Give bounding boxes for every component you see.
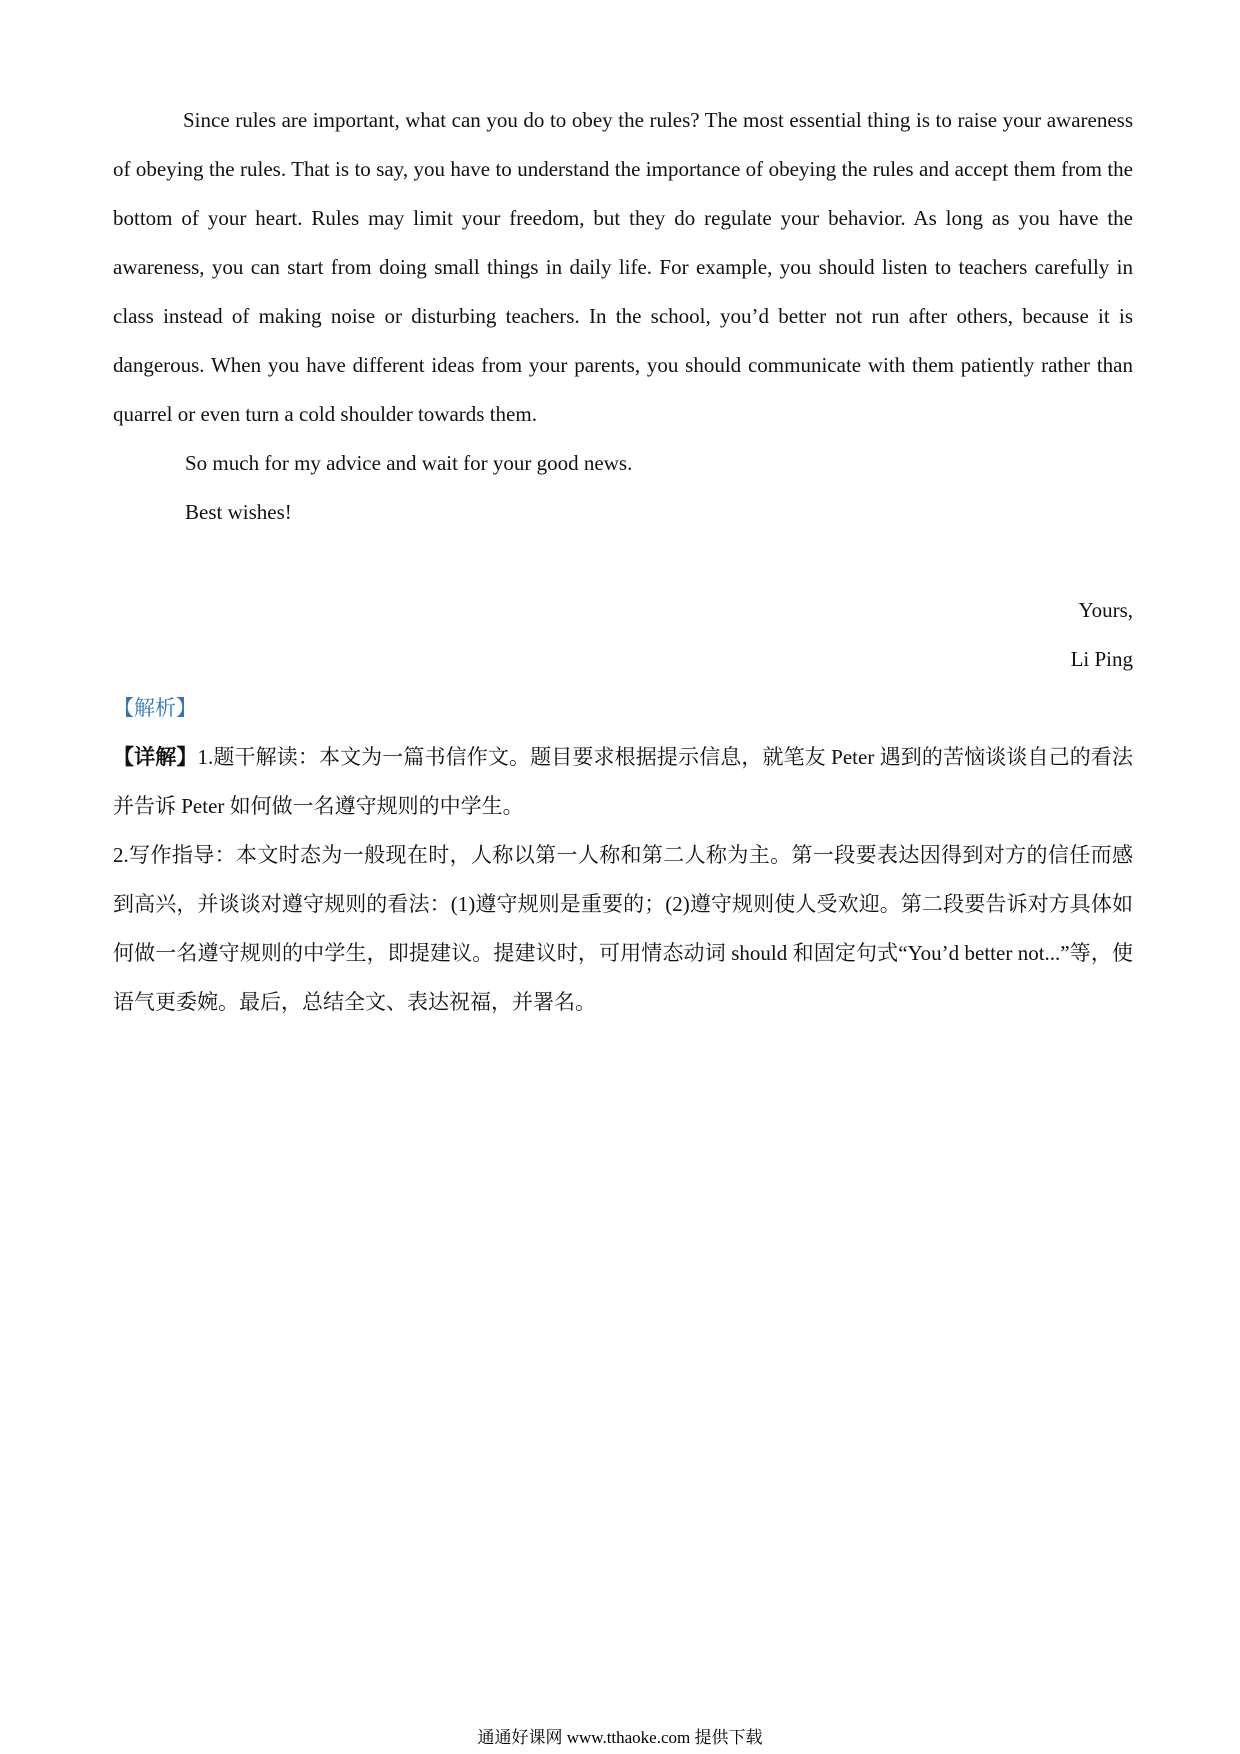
page-footer: 通通好课网 www.tthaoke.com 提供下载 bbox=[477, 1728, 763, 1747]
analysis-point-1-text: 1.题干解读：本文为一篇书信作文。题目要求根据提示信息，就笔友 Peter 遇到的苦恼谈谈自己的看法并告诉 Peter 如何做一名遵守规则的中学生。 bbox=[113, 745, 1133, 818]
document-page bbox=[113, 96, 1133, 1027]
analysis-point-1 bbox=[113, 733, 1133, 831]
letter-sign-off: Yours, bbox=[1078, 598, 1133, 622]
spacer bbox=[113, 537, 1133, 586]
letter-paragraph: Since rules are important, what can you do to obey the rules? The most essential thing is to raise your awareness of obeying the rules. That is to say, you have to understand the importance of obeying the rules and accept them from the bottom of your heart. Rules may limit your freedom, but they do regulate your behavior. As long as you have the awareness, you can start from doing small things in daily life. For example, you should listen to teachers carefully in class instead of making noise or disturbing teachers. In the school, you’d better not run after others, because it is dangerous. When you have different ideas from your parents, you should communicate with them patiently rather than quarrel or even turn a cold shoulder towards them. bbox=[113, 108, 1133, 426]
letter-wishes: Best wishes! bbox=[185, 500, 292, 524]
letter-signature: Li Ping bbox=[1070, 647, 1133, 671]
letter-closing-line: So much for my advice and wait for your good news. bbox=[185, 451, 633, 475]
detail-label: 【详解】 bbox=[113, 745, 198, 769]
analysis-heading: 【解析】 bbox=[113, 696, 197, 720]
analysis-point-2: 2.写作指导：本文时态为一般现在时，人称以第一人称和第二人称为主。第一段要表达因得到对方的信任而感到高兴，并谈谈对遵守规则的看法：(1)遵守规则是重要的；(2)遵守规则使人受欢迎。第二段要告诉对方具体如何做一名遵守规则的中学生，即提建议。提建议时，可用情态动词 should 和固定句式“You’d better not...”等，使语气更委婉。最后，总结全文、表达祝福，并署名。 bbox=[113, 843, 1133, 1014]
